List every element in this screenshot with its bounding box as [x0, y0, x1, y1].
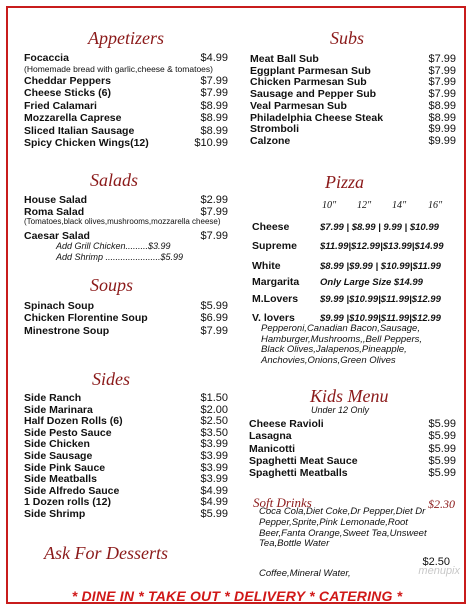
pizza-prices: Only Large Size $14.99	[320, 277, 423, 288]
menu-item-price: $7.99	[428, 88, 456, 101]
soft-drinks-header: Soft Drinks	[253, 495, 312, 510]
menu-item-price: $5.99	[428, 454, 456, 467]
menu-item-price: $1.50	[200, 392, 228, 404]
pizza-size-label: 10"	[322, 200, 337, 211]
addon-chicken: Add Grill Chicken.........$3.99	[56, 241, 171, 251]
menu-item-name: Sliced Italian Sausage	[24, 124, 135, 137]
subs-header: Subs	[330, 28, 365, 48]
pizza-name: V. lovers	[252, 312, 295, 324]
menu-item-price: $8.99	[200, 99, 228, 112]
salads-header: Salads	[90, 170, 139, 190]
pizza-size-label: 12"	[357, 200, 372, 211]
pizza-prices: $9.99 |$10.99|$11.99|$12.99	[320, 313, 441, 324]
menu-item-price: $2.00	[200, 403, 228, 416]
menu-item-price: $7.99	[200, 87, 228, 100]
menu-item-price: $10.99	[194, 137, 228, 149]
menu-item-price: $3.50	[200, 426, 228, 439]
menu-item-price: $9.99	[428, 134, 456, 147]
menu-item-name: Chicken Florentine Soup	[24, 312, 148, 325]
menu-item-name: Focaccia	[24, 52, 69, 64]
pizza-size-label: 16"	[428, 200, 443, 211]
roma-note: (Tomatoes,black olives,mushrooms,mozzarella cheese)	[24, 217, 221, 226]
menu-item-price: $7.99	[428, 53, 456, 65]
menu-item-name: Cheddar Peppers	[24, 75, 111, 87]
menu-item-price: $3.99	[200, 450, 228, 462]
menu-item-price: $5.99	[200, 300, 228, 312]
pizza-size-label: 14"	[392, 200, 407, 211]
menu-item-name: House Salad	[24, 194, 88, 206]
menu-item-name: Spaghetti Meat Sauce	[249, 454, 358, 467]
menu-item-name: Side Shrimp	[24, 508, 86, 520]
menu-item-price: $5.99	[428, 442, 456, 455]
menu-item-price: $9.99	[428, 123, 456, 136]
pizza-name: White	[252, 260, 281, 272]
menu-item-price: $7.99	[200, 75, 228, 87]
menu-item-price: $7.99	[200, 205, 228, 218]
menu-item-price: $5.99	[428, 430, 456, 443]
pizza-topping-line: Pepperoni,Canadian Bacon,Sausage,	[261, 323, 420, 334]
menu-item-name: Philadelphia Cheese Steak	[250, 111, 384, 124]
pizza-prices: $8.99 |$9.99 | $10.99|$11.99	[320, 261, 441, 272]
addon-shrimp: Add Shrimp ......................$5.99	[56, 252, 184, 262]
watermark: menupix	[418, 565, 460, 577]
menu-item-name: Stromboli	[250, 123, 299, 136]
menu-item-name: Chicken Parmesan Sub	[250, 76, 367, 89]
menu-item-name: Side Sausage	[24, 450, 93, 462]
kids-menu-header: Kids Menu	[310, 386, 389, 406]
menu-item-name: Cheese Ravioli	[249, 418, 324, 430]
pizza-name: Cheese	[252, 221, 290, 233]
menu-item-name: Sausage and Pepper Sub	[250, 88, 377, 101]
menu-item-name: Minestrone Soup	[24, 324, 110, 337]
menu-item-name: Manicotti	[249, 442, 296, 455]
menu-item-price: $8.99	[428, 111, 456, 124]
pizza-topping-line: Black Olives,Jalapenos,Pineapple,	[261, 344, 407, 356]
menu-item-price: $7.99	[200, 324, 228, 337]
menu-item-price: $2.50	[200, 415, 228, 428]
pizza-name: Margarita	[252, 276, 300, 288]
menu-item-price: $4.99	[200, 496, 228, 509]
pizza-prices: $9.99 |$10.99|$11.99|$12.99	[320, 294, 441, 305]
pizza-topping-line: Anchovies,Onions,Green Olives	[261, 354, 396, 366]
pizza-name: Supreme	[252, 240, 297, 252]
menu-item-name: Cheese Sticks (6)	[24, 87, 111, 100]
menu-item-price: $8.99	[200, 112, 228, 125]
menu-item-price: $2.99	[200, 194, 228, 206]
desserts-header: Ask For Desserts	[44, 543, 168, 563]
menu-item-name: Side Pink Sauce	[24, 461, 106, 474]
menu-item-name: Caesar Salad	[24, 230, 90, 242]
menu-item-price: $4.99	[200, 52, 228, 64]
menu-item-price: $3.99	[200, 473, 228, 486]
menu-item-name: Spicy Chicken Wings(12)	[24, 137, 149, 149]
soft-drinks-price: $2.30	[428, 497, 455, 511]
menu-item-name: Veal Parmesan Sub	[250, 99, 347, 112]
menu-item-price: $8.99	[200, 124, 228, 137]
menu-item-price: $3.99	[200, 461, 228, 474]
menu-item-price: $3.99	[200, 438, 228, 451]
menu-item-price: $6.99	[200, 312, 228, 325]
menu-item-price: $5.99	[428, 467, 456, 480]
soups-header: Soups	[90, 275, 134, 295]
menu-item-name: Spaghetti Meatballs	[249, 467, 348, 480]
menu-item-name: Eggplant Parmesan Sub	[250, 64, 371, 77]
drink-line: Beer,Fanta Orange,Sweet Tea,Unsweet	[259, 527, 427, 539]
menu-item-name: Side Marinara	[24, 403, 93, 416]
menu-item-name: 1 Dozen rolls (12)	[24, 496, 111, 509]
sides-header: Sides	[92, 369, 130, 389]
pizza-topping-line: Hamburger,Mushrooms,,Bell Peppers,	[261, 333, 423, 345]
menu-item-name: Side Meatballs	[24, 473, 97, 486]
menu-item-name: Calzone	[250, 134, 291, 147]
pizza-name: M.Lovers	[252, 293, 299, 305]
menu-item-name: Side Alfredo Sauce	[24, 484, 120, 497]
pizza-prices: $7.99 | $8.99 | 9.99 | $10.99	[320, 222, 439, 233]
drink-line: Coca Cola,Diet Coke,Dr Pepper,Diet Dr	[259, 506, 426, 517]
focaccia-note: (Homemade bread with garlic,cheese & tomatoes)	[24, 64, 213, 74]
menu-item-name: Meat Ball Sub	[250, 53, 319, 65]
menu-item-name: Lasagna	[249, 430, 292, 443]
menu-item-name: Mozzarella Caprese	[24, 112, 122, 125]
appetizers-header: Appetizers	[88, 28, 164, 48]
coffee-price: $2.50	[422, 556, 450, 568]
menu-item-price: $5.99	[200, 508, 228, 520]
footer-banner: * DINE IN * TAKE OUT * DELIVERY * CATERING *	[71, 588, 403, 604]
pizza-header: Pizza	[325, 172, 365, 192]
menu-item-name: Side Pesto Sauce	[24, 426, 112, 439]
menu-item-name: Side Ranch	[24, 392, 82, 404]
menu-item-price: $8.99	[428, 99, 456, 112]
drink-line: Pepper,Sprite,Pink Lemonade,Root	[259, 516, 408, 528]
menu-item-price: $4.99	[200, 484, 228, 497]
menu-item-price: $7.99	[200, 230, 228, 242]
menu-item-name: Spinach Soup	[24, 300, 95, 312]
menu-item-name: Fried Calamari	[24, 99, 97, 112]
drink-line: Tea,Bottle Water	[259, 538, 330, 550]
menu-item-name: Roma Salad	[24, 205, 85, 218]
coffee-line: Coffee,Mineral Water,	[259, 568, 351, 579]
menu-item-name: Side Chicken	[24, 438, 90, 451]
menu-item-price: $7.99	[428, 64, 456, 77]
menu-item-price: $7.99	[428, 76, 456, 89]
kids-menu-subtitle: Under 12 Only	[311, 405, 370, 415]
pizza-prices: $11.99|$12.99|$13.99|$14.99	[320, 241, 444, 252]
menu-item-name: Half Dozen Rolls (6)	[24, 415, 123, 428]
menu-item-price: $5.99	[428, 418, 456, 430]
